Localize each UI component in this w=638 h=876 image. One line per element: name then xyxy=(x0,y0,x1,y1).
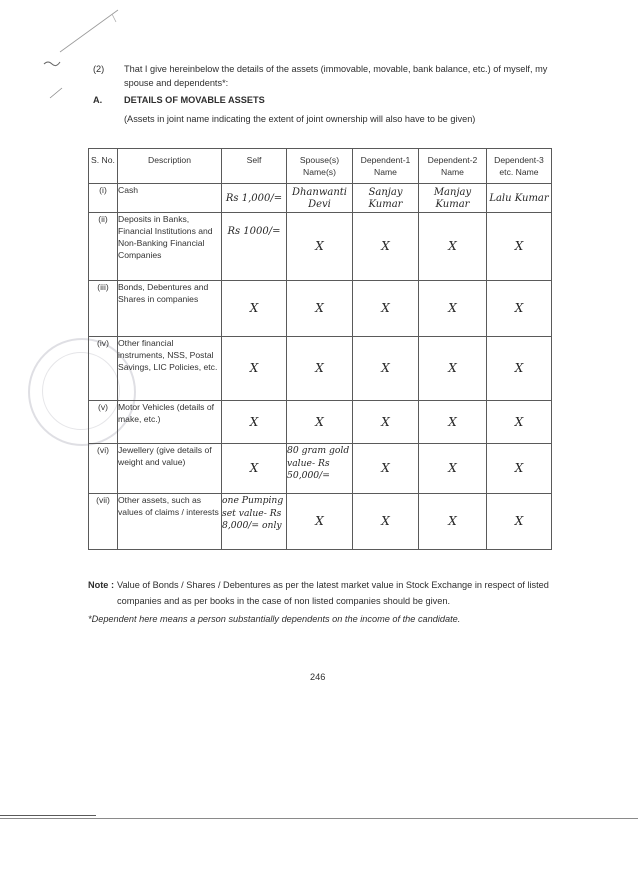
cell-spouse xyxy=(287,184,353,213)
handwritten-value: Manjay Kumar xyxy=(433,187,472,210)
cell-spouse xyxy=(287,444,353,494)
cell-self xyxy=(222,184,287,213)
table-row xyxy=(89,281,552,337)
dependent-definition: *Dependent here means a person substantially dependents on the income of the candidate. xyxy=(88,614,461,624)
handwritten-value: one Pumping set value- Rs 8,000/= only xyxy=(222,495,284,531)
handwritten-value: Rs 1,000/= xyxy=(225,193,283,204)
note-label: Note : xyxy=(88,580,115,590)
scan-edge-line xyxy=(0,818,638,819)
cell-self xyxy=(222,281,287,337)
header-dependent-3: Dependent-3 etc. Name xyxy=(487,149,552,184)
cross-mark: X xyxy=(315,301,324,315)
cell-self xyxy=(222,494,287,550)
cell-dependent-1 xyxy=(353,213,419,281)
cell-dependent-1 xyxy=(353,401,419,444)
cell-dependent-2 xyxy=(419,337,487,401)
cell-dependent-1 xyxy=(353,281,419,337)
header-sno: S. No. xyxy=(89,149,118,184)
cross-mark: X xyxy=(381,414,390,429)
cross-mark: X xyxy=(448,361,457,375)
cross-mark: X xyxy=(381,461,390,475)
cross-mark: X xyxy=(381,239,390,253)
cross-mark: X xyxy=(514,361,524,375)
section-subtitle: (Assets in joint name indicating the extent of joint ownership will also have to be given) xyxy=(124,114,476,124)
cell-dependent-1 xyxy=(353,444,419,494)
cross-mark: X xyxy=(514,301,524,315)
cross-mark: X xyxy=(448,239,457,253)
handwritten-value: 80 gram gold value- Rs 50,000/= xyxy=(287,445,350,481)
cross-mark: X xyxy=(249,461,259,475)
cross-mark: X xyxy=(514,514,524,528)
cross-mark: X xyxy=(514,239,524,253)
cell-description: Bonds, Debentures and Shares in companies xyxy=(118,281,222,337)
item-number: (2) xyxy=(93,64,105,74)
cell-dependent-1 xyxy=(353,337,419,401)
cell-description: Other assets, such as values of claims / interests xyxy=(118,494,222,550)
cell-spouse xyxy=(287,401,353,444)
table-row xyxy=(89,184,552,213)
cell-spouse xyxy=(287,494,353,550)
cell-spouse xyxy=(287,337,353,401)
cross-mark: X xyxy=(249,414,259,429)
header-self: Self xyxy=(222,149,287,184)
handwritten-value: Sanjay Kumar xyxy=(368,187,403,210)
cross-mark: X xyxy=(315,414,324,429)
note-text: Value of Bonds / Shares / Debentures as per the latest market value in Stock Exchange in respect of listed companies and as per books in the case of non listed companies should be given. xyxy=(117,580,549,606)
cell-self xyxy=(222,213,287,281)
header-dependent-2: Dependent-2 Name xyxy=(419,149,487,184)
page-number: 246 xyxy=(310,672,326,682)
cell-self xyxy=(222,337,287,401)
cell-sno: (i) xyxy=(89,184,118,213)
cell-dependent-1 xyxy=(353,494,419,550)
section-letter: A. xyxy=(93,95,103,105)
cell-self xyxy=(222,444,287,494)
cell-dependent-3 xyxy=(487,444,552,494)
cross-mark: X xyxy=(514,461,524,475)
item-text: That I give hereinbelow the details of the assets (immovable, movable, bank balance, etc.) of myself, my spouse and dependents*: xyxy=(124,64,548,88)
table-row xyxy=(89,337,552,401)
scan-edge-line xyxy=(0,815,96,816)
cell-sno: (iii) xyxy=(89,281,118,337)
cross-mark: X xyxy=(315,514,324,528)
cell-self xyxy=(222,401,287,444)
cell-dependent-3 xyxy=(487,337,552,401)
cross-mark: X xyxy=(381,514,390,528)
cell-description: Motor Vehicles (details of make, etc.) xyxy=(118,401,222,444)
cross-mark: X xyxy=(448,301,457,315)
cell-dependent-3 xyxy=(487,281,552,337)
cross-mark: X xyxy=(381,301,390,315)
cell-dependent-2 xyxy=(419,281,487,337)
section-title: DETAILS OF MOVABLE ASSETS xyxy=(124,95,265,105)
cell-sno: (iv) xyxy=(89,337,118,401)
cell-description: Cash xyxy=(118,184,222,213)
cell-sno: (vi) xyxy=(89,444,118,494)
handwritten-value: Dhanwanti Devi xyxy=(291,187,348,210)
cross-mark: X xyxy=(381,361,390,375)
cell-dependent-2 xyxy=(419,213,487,281)
table-header-row xyxy=(89,149,552,184)
cell-description: Jewellery (give details of weight and value) xyxy=(118,444,222,494)
cell-dependent-3 xyxy=(487,401,552,444)
table-row xyxy=(89,213,552,281)
cross-mark: X xyxy=(249,301,259,315)
cell-dependent-3 xyxy=(487,494,552,550)
cell-description: Deposits in Banks, Financial Institutions and Non-Banking Financial Companies xyxy=(118,213,222,281)
header-dependent-1: Dependent-1 Name xyxy=(353,149,419,184)
header-description: Description xyxy=(118,149,222,184)
cell-dependent-3 xyxy=(487,184,552,213)
cell-dependent-2 xyxy=(419,494,487,550)
table-row xyxy=(89,494,552,550)
cell-sno: (ii) xyxy=(89,213,118,281)
cross-mark: X xyxy=(448,414,457,429)
cell-dependent-2 xyxy=(419,401,487,444)
cross-mark: X xyxy=(448,461,457,475)
table-row xyxy=(89,444,552,494)
cell-sno: (vii) xyxy=(89,494,118,550)
cross-mark: X xyxy=(514,414,524,429)
cell-dependent-2 xyxy=(419,444,487,494)
scan-marks xyxy=(0,0,140,110)
table-row xyxy=(89,401,552,444)
cross-mark: X xyxy=(315,239,324,253)
movable-assets-table xyxy=(88,148,552,550)
cross-mark: X xyxy=(249,361,259,375)
header-spouse: Spouse(s) Name(s) xyxy=(287,149,353,184)
cell-dependent-1 xyxy=(353,184,419,213)
cross-mark: X xyxy=(315,361,324,375)
cell-dependent-3 xyxy=(487,213,552,281)
cell-description: Other financial instruments, NSS, Postal Savings, LIC Policies, etc. xyxy=(118,337,222,401)
cell-sno: (v) xyxy=(89,401,118,444)
cell-spouse xyxy=(287,213,353,281)
cell-spouse xyxy=(287,281,353,337)
cell-dependent-2 xyxy=(419,184,487,213)
handwritten-value: Lalu Kumar xyxy=(489,193,549,204)
cross-mark: X xyxy=(448,514,457,528)
handwritten-value: Rs 1000/= xyxy=(227,226,281,237)
